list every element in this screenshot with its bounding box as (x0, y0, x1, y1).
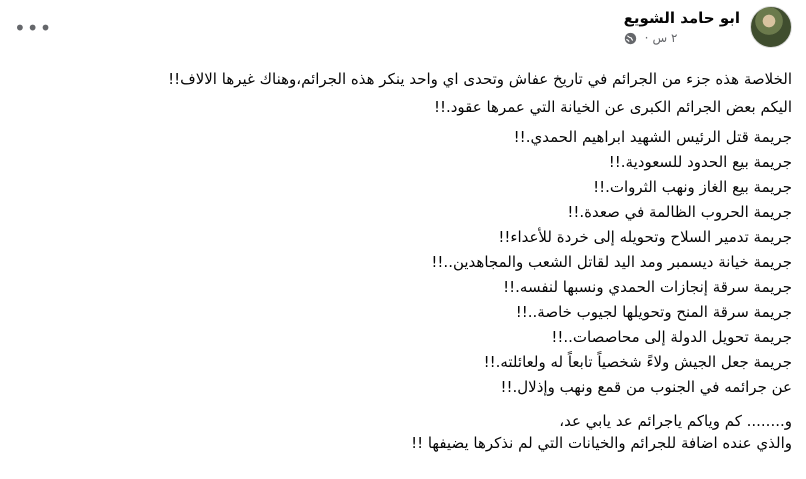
list-item: جريمة سرقة إنجازات الحمدي ونسبها لنفسه.!! (503, 278, 792, 296)
list-item: جريمة خيانة ديسمبر ومد اليد لقاتل الشعب والمجاهدين..!! (431, 253, 792, 271)
avatar[interactable] (750, 6, 792, 48)
separator-dot: · (644, 31, 649, 45)
post-header (624, 6, 792, 48)
list-item: عن جرائمه في الجنوب من قمع ونهب وإذلال.!! (500, 378, 792, 396)
post-meta (624, 6, 740, 45)
subtitle-paragraph: اليكم بعض الجرائم الكبرى عن الخيانة التي عمرها عقود.!! (433, 98, 792, 116)
closing-text (14, 410, 792, 454)
list-item: جريمة جعل الجيش ولاءً شخصياً تابعاً له ولعائلته.!! (483, 353, 792, 371)
intro-paragraph: الخلاصة هذه جزء من الجرائم في تاريخ عفاش وتحدى اي واحد ينكر هذه الجرائم،وهناك غيرها الالاف!! (168, 70, 792, 88)
list-item: جريمة تدمير السلاح وتحويله إلى خردة للأعداء!! (498, 228, 792, 246)
list-item: جريمة قتل الرئيس الشهيد ابراهيم الحمدي.!! (513, 128, 792, 146)
closing-line: و........ كم وياكم ياجرائم عد يابي عد، (559, 412, 792, 430)
list-item: جريمة الحروب الظالمة في صعدة.!! (567, 203, 792, 221)
timestamp-row (624, 31, 678, 45)
closing-line: والذي عنده اضافة للجرائم والخيانات التي لم نذكرها يضيفها !! (411, 434, 792, 452)
list-item: جريمة بيع الحدود للسعودية.!! (608, 153, 792, 171)
list-item: جريمة تحويل الدولة إلى محاصصات..!! (551, 328, 792, 346)
post-time[interactable]: ٢ س (652, 31, 678, 45)
post-body (14, 68, 792, 454)
more-options-icon[interactable]: ••• (14, 16, 53, 40)
crimes-list (14, 125, 792, 400)
author-name[interactable]: ابو حامد الشويع (623, 9, 740, 27)
list-item: جريمة بيع الغاز ونهب الثروات.!! (593, 178, 792, 196)
list-item: جريمة سرقة المنح وتحويلها لجيوب خاصة..!! (515, 303, 792, 321)
globe-icon (624, 32, 637, 45)
